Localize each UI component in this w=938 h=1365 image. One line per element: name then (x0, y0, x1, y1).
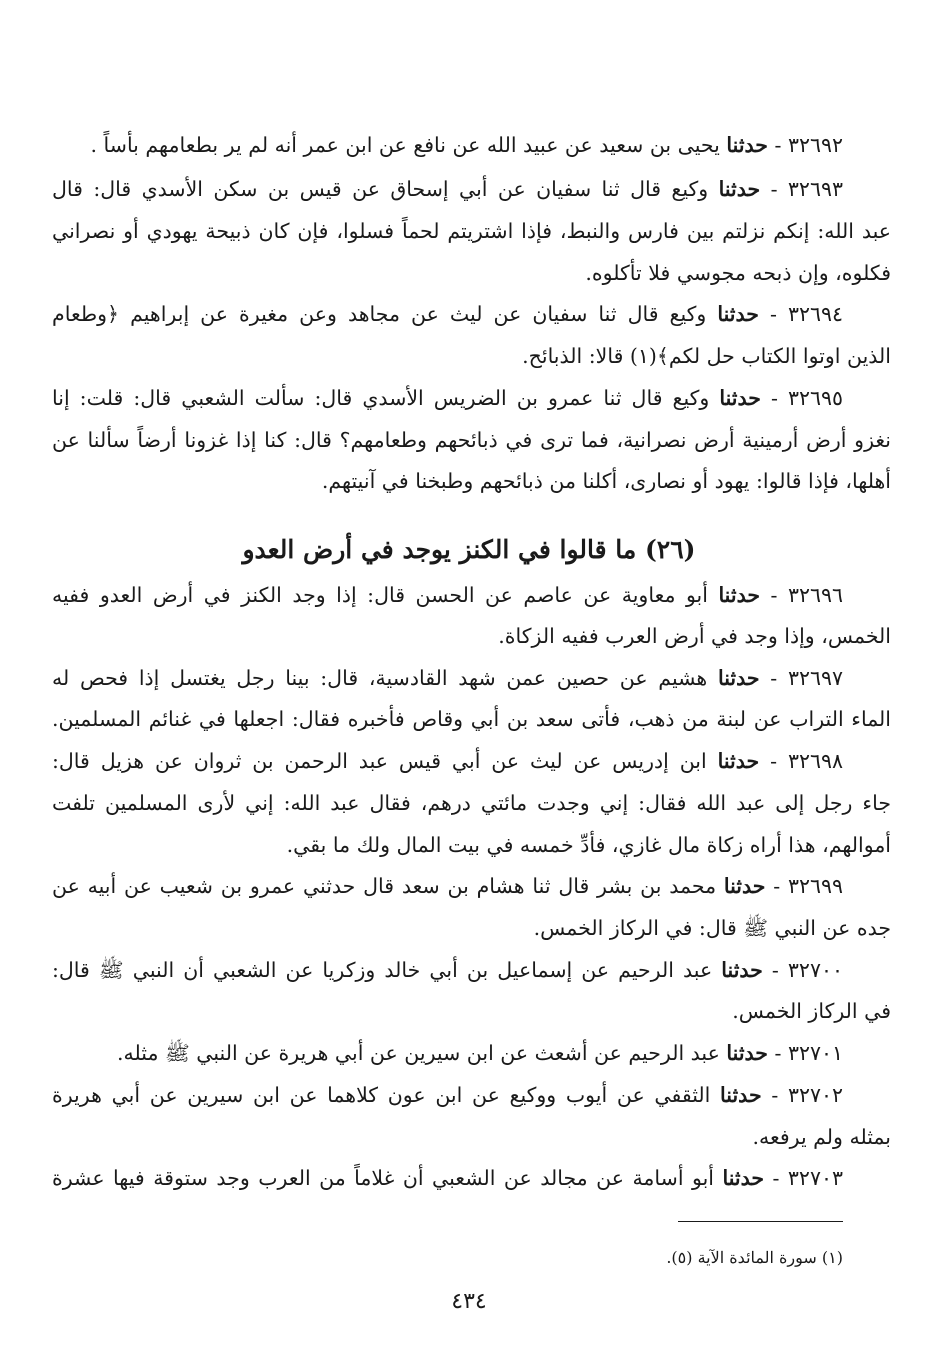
entry-lead: حدثنا (723, 874, 766, 898)
entry-32693-line-1: ٣٢٦٩٣ - حدثنا وكيع قال ثنا سفيان عن أبي إسحاق عن قيس بن سكن الأسدي قال: قال (52, 177, 843, 201)
entry-number: ٣٢٦٩٧ (787, 666, 843, 690)
entry-text: يحيى بن سعيد عن عبيد الله عن نافع عن ابن عمر أنه لم ير بطعامهم بأساً . (90, 133, 720, 157)
entry-lead: حدثنا (722, 1166, 765, 1190)
entry-text: وكيع قال ثنا سفيان عن أبي إسحاق عن قيس بن سكن الأسدي قال: قال (52, 177, 709, 201)
entry-32693-line-2: عبد الله: إنكم نزلتم بين فارس والنبط، فإذا اشتريتم لحماً فسلوا، فإن كان ذبيحة يهودي أو نصراني (52, 219, 891, 243)
entry-lead: حدثنا (718, 583, 761, 607)
entry-32698-line-1: ٣٢٦٩٨ - حدثنا ابن إدريس عن ليث عن أبي قيس عبد الرحمن بن ثروان عن هزيل قال: (52, 749, 843, 773)
entry-32702-line-2: بمثله ولم يرفعه. (752, 1125, 891, 1149)
entry-number: ٣٢٦٩٤ (787, 302, 843, 326)
entry-text: ابن إدريس عن ليث عن أبي قيس عبد الرحمن بن ثروان عن هزيل قال: (52, 749, 707, 773)
entry-32698-line-3: أموالهم، هذا أراه زكاة مال غازي، فأدِّ خمسه في بيت المال ولك ما بقي. (286, 833, 891, 857)
entry-number: ٣٢٧٠١ (787, 1041, 843, 1065)
entry-number: ٣٢٦٩٩ (787, 874, 843, 898)
entry-lead: حدثنا (718, 177, 761, 201)
entry-lead: حدثنا (717, 666, 760, 690)
entry-number: ٣٢٦٩٨ (787, 749, 843, 773)
entry-lead: حدثنا (720, 1083, 762, 1107)
entry-text: محمد بن بشر قال ثنا هشام بن سعد قال حدثني عمرو بن شعيب عن أبيه عن (52, 874, 717, 898)
entry-text: أبو أسامة عن مجالد عن الشعبي أن غلاماً من العرب وجد ستوقة فيها عشرة (52, 1166, 714, 1190)
page-number: ٤٣٤ (451, 1289, 487, 1314)
entry-32701-line-1: ٣٢٧٠١ - حدثنا عبد الرحيم عن أشعث عن ابن سيرين عن أبي هريرة عن النبي ﷺ مثله. (116, 1041, 843, 1065)
footnote: (١) سورة المائدة الآية (٥). (666, 1248, 843, 1267)
entry-text: وكيع قال ثنا عمرو بن الضريس الأسدي قال: سألت الشعبي قال: قلت: إنا (52, 386, 710, 410)
entry-lead: حدثنا (726, 133, 768, 157)
footnote-divider (678, 1221, 843, 1222)
entry-32697-line-2: الماء التراب عن لبنة من ذهب، فأتى سعد بن أبي وقاص فأخبره فقال: اجعلها في غنائم المسلمين. (52, 707, 891, 731)
entry-32692-line-1: ٣٢٦٩٢ - حدثنا يحيى بن سعيد عن عبيد الله عن نافع عن ابن عمر أنه لم ير بطعامهم بأساً . (90, 133, 843, 157)
entry-number: ٣٢٦٩٢ (787, 133, 843, 157)
entry-text: هشيم عن حصين عمن شهد القادسية، قال: بينا رجل يغتسل إذا فحص له (52, 666, 708, 690)
entry-number: ٣٢٧٠٠ (787, 958, 843, 982)
entry-number: ٣٢٧٠٢ (787, 1083, 843, 1107)
entry-text: الثقفي عن أيوب ووكيع عن ابن عون كلاهما عن ابن سيرين عن أبي هريرة (52, 1083, 711, 1107)
entry-32694-line-1: ٣٢٦٩٤ - حدثنا وكيع قال ثنا سفيان عن ليث عن مجاهد وعن مغيرة عن إبراهيم ﴿وطعام (52, 302, 843, 326)
entry-32703-line-1: ٣٢٧٠٣ - حدثنا أبو أسامة عن مجالد عن الشعبي أن غلاماً من العرب وجد ستوقة فيها عشرة (52, 1166, 843, 1190)
entry-32698-line-2: جاء رجل إلى عبد الله فقال: إني وجدت مائتي درهم، فقال عبد الله: إني لأرى المسلمين تلفت (52, 791, 891, 815)
entry-lead: حدثنا (717, 749, 760, 773)
entry-text: عبد الرحيم عن إسماعيل بن أبي خالد وزكريا عن الشعبي أن النبي ﷺ قال: (52, 958, 713, 982)
section-heading: (٢٦) ما قالوا في الكنز يوجد في أرض العدو (242, 535, 696, 564)
entry-text: عبد الرحيم عن أشعث عن ابن سيرين عن أبي هريرة عن النبي ﷺ مثله. (116, 1041, 720, 1065)
entry-lead: حدثنا (726, 1041, 768, 1065)
entry-32699-line-2: جده عن النبي ﷺ قال: في الركاز الخمس. (533, 916, 891, 940)
entry-32694-line-2: الذين اوتوا الكتاب حل لكم﴾(١) قالا: الذبائح. (522, 344, 891, 368)
entry-32693-line-3: فكلوه، وإن ذبحه مجوسي فلا تأكلوه. (585, 261, 891, 285)
entry-text: أبو معاوية عن عاصم عن الحسن قال: إذا وجد الكنز في أرض العدو ففيه (52, 583, 708, 607)
entry-32697-line-1: ٣٢٦٩٧ - حدثنا هشيم عن حصين عمن شهد القادسية، قال: بينا رجل يغتسل إذا فحص له (52, 666, 843, 690)
entry-number: ٣٢٦٩٥ (787, 386, 843, 410)
entry-number: ٣٢٦٩٣ (787, 177, 843, 201)
entry-32702-line-1: ٣٢٧٠٢ - حدثنا الثقفي عن أيوب ووكيع عن ابن عون كلاهما عن ابن سيرين عن أبي هريرة (52, 1083, 843, 1107)
entry-32699-line-1: ٣٢٦٩٩ - حدثنا محمد بن بشر قال ثنا هشام بن سعد قال حدثني عمرو بن شعيب عن أبيه عن (52, 874, 843, 898)
entry-lead: حدثنا (717, 302, 759, 326)
entry-32695-line-1: ٣٢٦٩٥ - حدثنا وكيع قال ثنا عمرو بن الضريس الأسدي قال: سألت الشعبي قال: قلت: إنا (52, 386, 843, 410)
entry-32695-line-2: نغزو أرض أرمينية أرض نصرانية، فما ترى في ذبائحهم وطعامهم؟ قال: كنا إذا غزونا أرضاً سألنا عن (52, 428, 891, 452)
entry-number: ٣٢٧٠٣ (787, 1166, 843, 1190)
entry-32695-line-3: أهلها، فإذا قالوا: يهود أو نصارى، أكلنا من ذبائحهم وطبخنا في آنيتهم. (321, 469, 891, 493)
entry-lead: حدثنا (721, 958, 763, 982)
entry-number: ٣٢٦٩٦ (787, 583, 843, 607)
entry-32696-line-2: الخمس، وإذا وجد في أرض العرب ففيه الزكاة. (498, 624, 891, 648)
entry-32700-line-1: ٣٢٧٠٠ - حدثنا عبد الرحيم عن إسماعيل بن أبي خالد وزكريا عن الشعبي أن النبي ﷺ قال: (52, 958, 843, 982)
entry-32696-line-1: ٣٢٦٩٦ - حدثنا أبو معاوية عن عاصم عن الحسن قال: إذا وجد الكنز في أرض العدو ففيه (52, 583, 843, 607)
entry-lead: حدثنا (719, 386, 761, 410)
entry-32700-line-2: في الركاز الخمس. (732, 999, 891, 1023)
entry-text: وكيع قال ثنا سفيان عن ليث عن مجاهد وعن مغيرة عن إبراهيم ﴿وطعام (52, 302, 707, 326)
